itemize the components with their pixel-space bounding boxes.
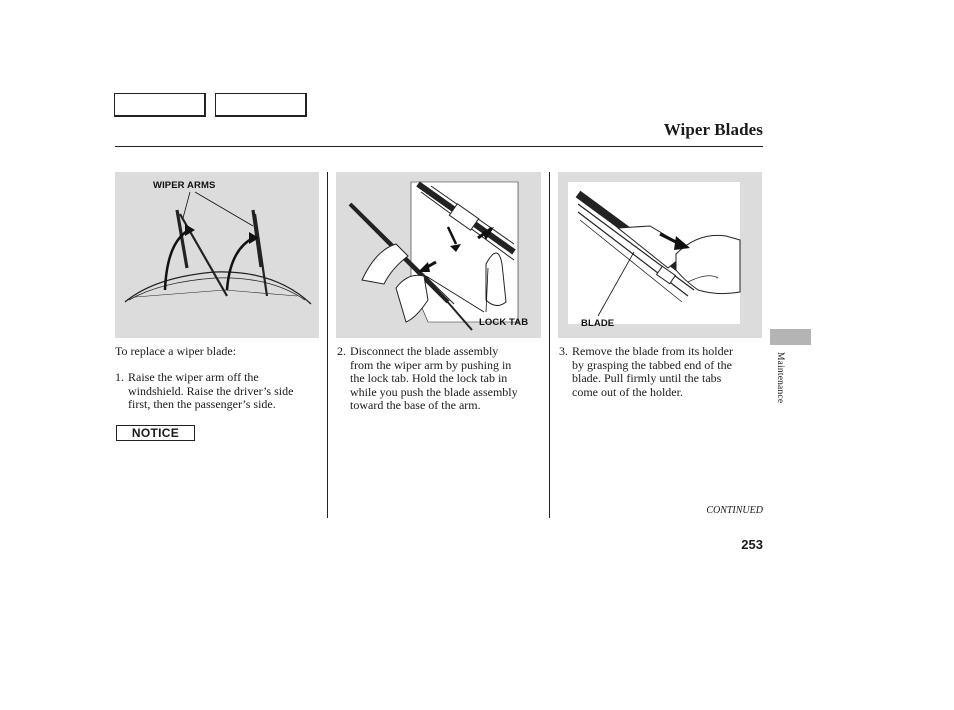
title-rule: [115, 146, 763, 147]
step-3-line: come out of the holder.: [572, 384, 683, 399]
step-1-number: 1.: [115, 370, 124, 384]
step-2-line: toward the base of the arm.: [350, 398, 481, 412]
figure-wiper-arms: [115, 172, 319, 338]
step-1-line: windshield. Raise the driver’s side: [128, 383, 294, 398]
wiper-arms-illustration: [115, 172, 319, 338]
wiper-arms-label: WIPER ARMS: [153, 180, 216, 191]
step-2-line: Disconnect the blade assembly: [350, 344, 499, 358]
step-3-line: Remove the blade from its holder: [572, 344, 733, 358]
step-3-number: 3.: [559, 344, 568, 358]
step-2-line: from the wiper arm by pushing in: [350, 357, 512, 372]
column-divider-1: [327, 172, 328, 518]
step-3-line: blade. Pull firmly until the tabs: [572, 371, 722, 385]
page-number: 253: [741, 537, 763, 552]
lock-tab-label: LOCK TAB: [479, 317, 529, 328]
column-divider-2: [549, 172, 550, 518]
step-2-line: while you push the blade assembly: [350, 384, 518, 399]
notice-badge: NOTICE: [116, 425, 195, 441]
step-1-line: Raise the wiper arm off the: [128, 370, 259, 384]
section-label: Maintenance: [775, 352, 785, 404]
figure-lock-tab: [336, 172, 541, 338]
lock-tab-illustration: [336, 172, 541, 338]
blade-label: BLADE: [581, 318, 615, 329]
nav-button-1[interactable]: [114, 93, 206, 117]
continued-note: CONTINUED: [706, 505, 763, 516]
page-title: Wiper Blades: [663, 120, 763, 139]
step-3-line: by grasping the tabbed end of the: [572, 357, 732, 372]
step-1-line: first, then the passenger’s side.: [128, 397, 276, 411]
section-tab[interactable]: [770, 329, 811, 345]
step-2-line: the lock tab. Hold the lock tab in: [350, 371, 508, 385]
nav-button-2[interactable]: [215, 93, 307, 117]
step-2-number: 2.: [337, 344, 346, 358]
intro-text: To replace a wiper blade:: [115, 344, 237, 358]
blade-removal-illustration: [558, 172, 762, 338]
figure-blade: [558, 172, 762, 338]
